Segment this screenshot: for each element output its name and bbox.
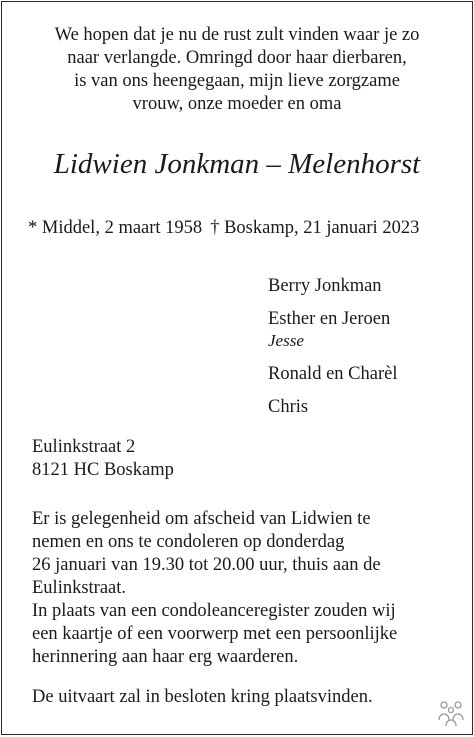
intro-line: naar verlangde. Omringd door haar dierbaren, — [67, 48, 407, 68]
closing-line: De uitvaart zal in besloten kring plaatsvinden. — [32, 687, 373, 707]
intro-line: We hopen dat je nu de rust zult vinden waar je zo — [54, 25, 420, 45]
intro-line: is van ons heengegaan, mijn lieve zorgzame — [74, 71, 400, 91]
family-member: Ronald en Charèl — [268, 364, 398, 384]
farewell-line: een kaartje of een voorwerp met een persoonlijke — [32, 624, 398, 644]
family-member: Berry Jonkman — [268, 276, 382, 296]
life-dates — [28, 218, 419, 239]
farewell-info — [32, 508, 397, 669]
intro-verse — [2, 24, 472, 116]
farewell-line: Eulinkstraat. — [32, 578, 127, 598]
birth-date: * Middel, 2 maart 1958 — [28, 218, 203, 238]
family-list — [268, 275, 397, 419]
address-block — [32, 436, 174, 482]
address-street: Eulinkstraat 2 — [32, 437, 136, 457]
intro-line: vrouw, onze moeder en oma — [132, 94, 342, 114]
family-people-icon — [435, 700, 467, 728]
family-member: Chris — [268, 397, 309, 417]
family-member: Esther en Jeroen — [268, 309, 391, 329]
farewell-line: In plaats van een condoleanceregister zouden wij — [32, 601, 396, 621]
farewell-line: nemen en ons te condoleren op donderdag — [32, 532, 345, 552]
death-notice — [1, 1, 473, 735]
farewell-line: 26 januari van 19.30 tot 20.00 uur, thuis aan de — [32, 555, 381, 575]
death-date: † Boskamp, 21 januari 2023 — [210, 218, 420, 238]
address-postal-city: 8121 HC Boskamp — [32, 460, 174, 480]
farewell-line: herinnering aan haar erg waarderen. — [32, 647, 299, 667]
deceased-name: Lidwien Jonkman – Melenhorst — [53, 148, 421, 180]
grandchild-name: Jesse — [268, 331, 304, 350]
farewell-line: Er is gelegenheid om afscheid van Lidwien te — [32, 509, 371, 529]
